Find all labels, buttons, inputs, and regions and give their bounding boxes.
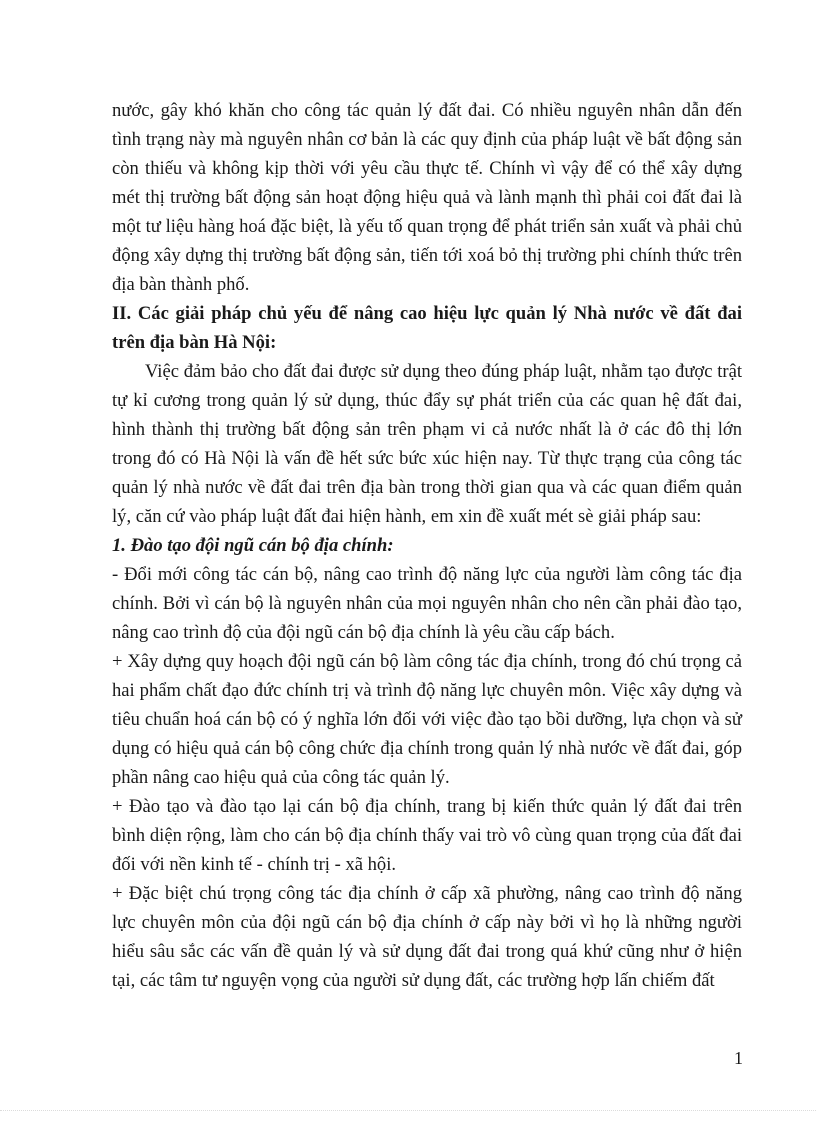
paragraph-item-3: + Đào tạo và đào tạo lại cán bộ địa chính, trang bị kiến thức quản lý đất đai trên bình diện rộng, làm cho cán bộ địa chính thấy vai trò vô cùng quan trọng của đất đai đối với nền kinh tế - chính trị - xã hội. [112, 796, 742, 875]
subsection-heading: 1. Đào tạo đội ngũ cán bộ địa chính: [112, 535, 394, 556]
paragraph-section-intro: Việc đảm bảo cho đất đai được sử dụng theo đúng pháp luật, nhằm tạo được trật tự kỉ cương trong quản lý sử dụng, thúc đẩy sự phát triển của các quan hệ đất đai, hình thành thị trường bất động sản trên phạm vi cả nước nhất là ở các đô thị lớn trong đó có Hà Nội là vấn đề hết sức bức xúc hiện nay. Từ thực trạng của công tác quản lý nhà nước về đất đai trên địa bàn trong thời gian qua và các quan điểm quản lý, căn cứ vào pháp luật đất đai hiện hành, em xin đề xuất mét sè giải pháp sau: [112, 361, 742, 527]
section-heading: II. Các giải pháp chủ yếu để nâng cao hiệu lực quản lý Nhà nước về đất đai trên địa bàn Hà Nội: [112, 303, 742, 353]
paragraph-item-4: + Đặc biệt chú trọng công tác địa chính ở cấp xã phường, nâng cao trình độ năng lực chuyên môn của đội ngũ cán bộ địa chính ở cấp này bởi vì họ là những người hiểu sâu sắc các vấn đề quản lý và sử dụng đất đai trong quá khứ cũng như ở hiện tại, các tâm tư nguyện vọng của người sử dụng đất, các trường hợp lấn chiếm đất [112, 883, 742, 991]
page-bottom-divider [0, 1110, 816, 1111]
page-number: 1 [734, 1048, 743, 1068]
paragraph-item-1: - Đổi mới công tác cán bộ, nâng cao trình độ năng lực của người làm công tác địa chính. Bởi vì cán bộ là nguyên nhân của mọi nguyên nhân cho nên cần phải đào tạo, nâng cao trình độ của đội ngũ cán bộ địa chính là yêu cầu cấp bách. [112, 564, 742, 643]
paragraph-intro: nước, gây khó khăn cho công tác quản lý đất đai. Có nhiều nguyên nhân dẫn đến tình trạng này mà nguyên nhân cơ bản là các quy định của pháp luật về bất động sản còn thiếu và không kịp thời với yêu cầu thực tế. Chính vì vậy để có thể xây dựng mét thị trường bất động sản hoạt động hiệu quả và lành mạnh thì phải coi đất đai là một tư liệu hàng hoá đặc biệt, là yếu tố quan trọng để phát triển sản xuất và phải chủ động xây dựng thị trường bất động sản, tiến tới xoá bỏ thị trường phi chính thức trên địa bàn thành phố. [112, 100, 742, 295]
page-content [112, 96, 742, 995]
paragraph-item-2: + Xây dựng quy hoạch đội ngũ cán bộ làm công tác địa chính, trong đó chú trọng cả hai phẩm chất đạo đức chính trị và trình độ năng lực chuyên môn. Việc xây dựng và tiêu chuẩn hoá cán bộ có ý nghĩa lớn đối với việc đào tạo bồi dưỡng, lựa chọn và sử dụng có hiệu quả cán bộ công chức địa chính trong quản lý nhà nước về đất đai, góp phần nâng cao hiệu quả của công tác quản lý. [112, 651, 742, 788]
